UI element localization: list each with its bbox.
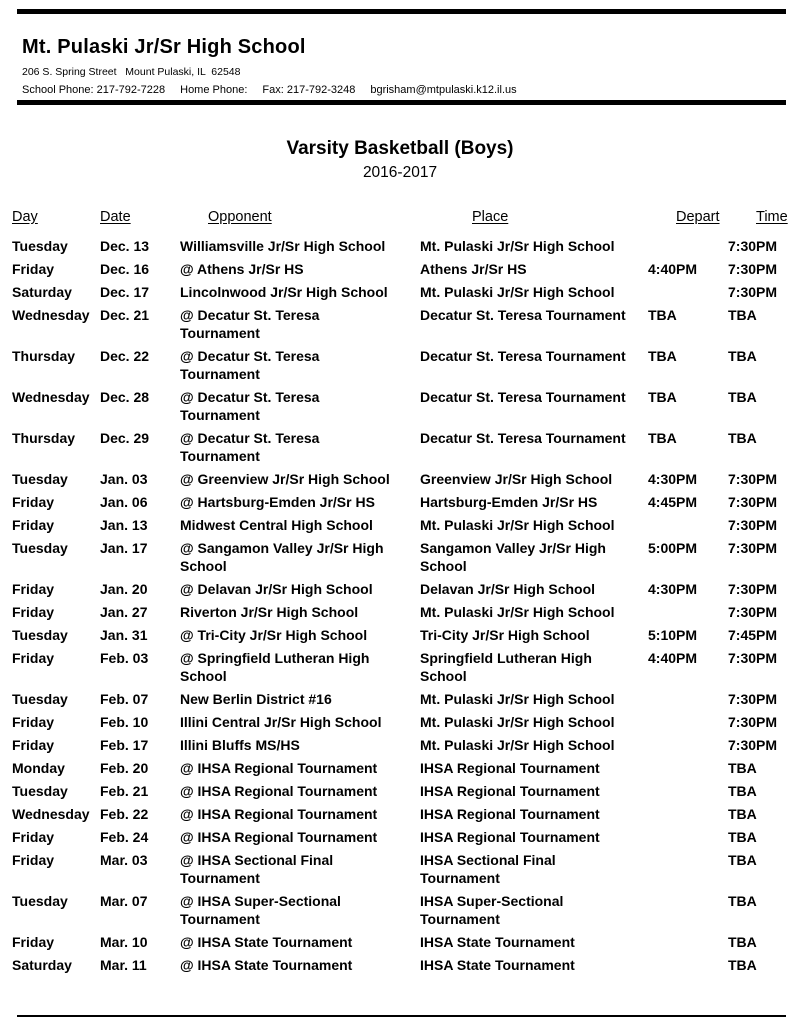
game-opponent: @ Springfield Lutheran High School bbox=[180, 650, 370, 684]
game-depart: TBA bbox=[648, 430, 677, 446]
game-date: Dec. 22 bbox=[100, 348, 150, 364]
game-opponent: @ IHSA Regional Tournament bbox=[180, 806, 378, 822]
game-row bbox=[10, 601, 790, 624]
game-date: Feb. 24 bbox=[100, 829, 149, 845]
game-depart bbox=[648, 757, 728, 780]
game-place: Tri-City Jr/Sr High School bbox=[420, 627, 590, 643]
game-day: Tuesday bbox=[12, 238, 68, 254]
game-opponent: @ IHSA Regional Tournament bbox=[180, 829, 378, 845]
game-date: Mar. 03 bbox=[100, 852, 148, 868]
game-row bbox=[10, 624, 790, 647]
game-depart: 4:40PM bbox=[648, 650, 698, 666]
game-opponent: Lincolnwood Jr/Sr High School bbox=[180, 284, 388, 300]
game-opponent: @ IHSA State Tournament bbox=[180, 934, 353, 950]
game-place: IHSA Regional Tournament bbox=[420, 783, 600, 799]
game-row bbox=[10, 780, 790, 803]
game-row bbox=[10, 890, 790, 931]
game-time: 7:30PM bbox=[728, 540, 778, 556]
schedule-table bbox=[10, 209, 790, 977]
game-time: 7:30PM bbox=[728, 714, 778, 730]
game-date: Jan. 17 bbox=[100, 540, 148, 556]
game-depart bbox=[648, 826, 728, 849]
game-depart bbox=[648, 780, 728, 803]
game-day: Friday bbox=[12, 650, 55, 666]
game-place: IHSA Sectional Final Tournament bbox=[420, 852, 556, 886]
game-day: Friday bbox=[12, 604, 55, 620]
column-header-depart: Depart bbox=[676, 209, 720, 225]
game-date: Jan. 06 bbox=[100, 494, 148, 510]
column-header-date: Date bbox=[100, 209, 131, 225]
game-depart: 4:30PM bbox=[648, 581, 698, 597]
game-time: 7:30PM bbox=[728, 261, 778, 277]
game-time: 7:30PM bbox=[728, 471, 778, 487]
game-time: TBA bbox=[728, 307, 757, 323]
game-opponent: @ IHSA Sectional Final Tournament bbox=[180, 852, 334, 886]
game-date: Feb. 17 bbox=[100, 737, 149, 753]
game-depart bbox=[648, 890, 728, 931]
game-date: Dec. 13 bbox=[100, 238, 150, 254]
game-opponent: @ Decatur St. Teresa Tournament bbox=[180, 307, 320, 341]
game-opponent: @ IHSA State Tournament bbox=[180, 957, 353, 973]
game-depart: TBA bbox=[648, 307, 677, 323]
game-day: Friday bbox=[12, 737, 55, 753]
game-opponent: @ Delavan Jr/Sr High School bbox=[180, 581, 373, 597]
game-opponent: @ IHSA Super-Sectional Tournament bbox=[180, 893, 341, 927]
schedule-body bbox=[10, 235, 790, 977]
game-depart bbox=[648, 235, 728, 258]
game-date: Mar. 07 bbox=[100, 893, 148, 909]
game-place: Delavan Jr/Sr High School bbox=[420, 581, 596, 597]
game-day: Tuesday bbox=[12, 540, 68, 556]
school-address: 206 S. Spring Street Mount Pulaski, IL 62548 bbox=[22, 66, 241, 78]
column-header-time: Time bbox=[756, 209, 788, 225]
game-day: Friday bbox=[12, 934, 55, 950]
top-rule bbox=[17, 9, 786, 14]
page-title: Varsity Basketball (Boys) bbox=[286, 138, 514, 159]
game-time: TBA bbox=[728, 806, 757, 822]
game-depart bbox=[648, 688, 728, 711]
game-time: 7:30PM bbox=[728, 494, 778, 510]
game-place: Mt. Pulaski Jr/Sr High School bbox=[420, 714, 615, 730]
game-time: 7:30PM bbox=[728, 650, 778, 666]
game-time: 7:30PM bbox=[728, 581, 778, 597]
game-depart: 5:00PM bbox=[648, 540, 698, 556]
game-opponent: @ Greenview Jr/Sr High School bbox=[180, 471, 390, 487]
game-date: Dec. 16 bbox=[100, 261, 150, 277]
game-depart: 4:40PM bbox=[648, 261, 698, 277]
game-place: IHSA Super-Sectional Tournament bbox=[420, 893, 564, 927]
game-row bbox=[10, 468, 790, 491]
game-place: Greenview Jr/Sr High School bbox=[420, 471, 613, 487]
game-opponent: Illini Central Jr/Sr High School bbox=[180, 714, 382, 730]
game-row bbox=[10, 304, 790, 345]
game-time: TBA bbox=[728, 893, 757, 909]
game-opponent: Williamsville Jr/Sr High School bbox=[180, 238, 386, 254]
column-header-place: Place bbox=[472, 209, 509, 225]
game-row bbox=[10, 235, 790, 258]
bottom-rule bbox=[17, 1015, 786, 1017]
game-opponent: @ Athens Jr/Sr HS bbox=[180, 261, 304, 277]
game-row bbox=[10, 514, 790, 537]
game-row bbox=[10, 803, 790, 826]
game-row bbox=[10, 647, 790, 688]
game-depart: 5:10PM bbox=[648, 627, 698, 643]
season-subtitle: 2016-2017 bbox=[362, 164, 438, 181]
game-time: 7:30PM bbox=[728, 238, 778, 254]
game-date: Jan. 31 bbox=[100, 627, 148, 643]
game-place: Decatur St. Teresa Tournament bbox=[420, 430, 626, 446]
game-place: Decatur St. Teresa Tournament bbox=[420, 348, 626, 364]
game-depart bbox=[648, 954, 728, 977]
game-place: IHSA State Tournament bbox=[420, 957, 575, 973]
game-depart bbox=[648, 281, 728, 304]
game-depart bbox=[648, 849, 728, 890]
game-day: Friday bbox=[12, 829, 55, 845]
contact-line bbox=[22, 84, 800, 97]
game-date: Feb. 07 bbox=[100, 691, 149, 707]
home-phone-label: Home Phone: bbox=[180, 84, 248, 96]
game-row bbox=[10, 757, 790, 780]
game-place: Sangamon Valley Jr/Sr High School bbox=[420, 540, 606, 574]
game-place: Mt. Pulaski Jr/Sr High School bbox=[420, 691, 615, 707]
game-day: Tuesday bbox=[12, 783, 68, 799]
game-opponent: Midwest Central High School bbox=[180, 517, 373, 533]
game-place: IHSA Regional Tournament bbox=[420, 760, 600, 776]
game-place: IHSA Regional Tournament bbox=[420, 806, 600, 822]
game-depart bbox=[648, 514, 728, 537]
game-opponent: @ Decatur St. Teresa Tournament bbox=[180, 430, 320, 464]
mid-rule bbox=[17, 100, 786, 105]
game-day: Tuesday bbox=[12, 627, 68, 643]
game-row bbox=[10, 931, 790, 954]
game-place: Mt. Pulaski Jr/Sr High School bbox=[420, 517, 615, 533]
game-row bbox=[10, 826, 790, 849]
game-time: TBA bbox=[728, 957, 757, 973]
game-place: Athens Jr/Sr HS bbox=[420, 261, 527, 277]
game-day: Friday bbox=[12, 517, 55, 533]
game-day: Saturday bbox=[12, 284, 72, 300]
game-place: Hartsburg-Emden Jr/Sr HS bbox=[420, 494, 598, 510]
game-time: 7:30PM bbox=[728, 284, 778, 300]
document-page bbox=[0, 9, 800, 977]
game-row bbox=[10, 281, 790, 304]
game-day: Friday bbox=[12, 581, 55, 597]
game-time: TBA bbox=[728, 760, 757, 776]
game-depart bbox=[648, 601, 728, 624]
game-row bbox=[10, 427, 790, 468]
game-place: Springfield Lutheran High School bbox=[420, 650, 592, 684]
game-time: 7:30PM bbox=[728, 737, 778, 753]
game-opponent: @ Hartsburg-Emden Jr/Sr HS bbox=[180, 494, 375, 510]
game-place: Decatur St. Teresa Tournament bbox=[420, 307, 626, 323]
game-date: Mar. 10 bbox=[100, 934, 148, 950]
game-time: TBA bbox=[728, 430, 757, 446]
game-row bbox=[10, 734, 790, 757]
game-day: Friday bbox=[12, 714, 55, 730]
game-place: Mt. Pulaski Jr/Sr High School bbox=[420, 604, 615, 620]
game-time: TBA bbox=[728, 934, 757, 950]
game-depart bbox=[648, 931, 728, 954]
game-place: Mt. Pulaski Jr/Sr High School bbox=[420, 737, 615, 753]
game-depart: TBA bbox=[648, 348, 677, 364]
game-day: Friday bbox=[12, 494, 55, 510]
game-date: Dec. 28 bbox=[100, 389, 150, 405]
game-day: Friday bbox=[12, 852, 55, 868]
game-time: 7:30PM bbox=[728, 517, 778, 533]
game-time: TBA bbox=[728, 852, 757, 868]
game-day: Wednesday bbox=[12, 389, 90, 405]
game-place: Mt. Pulaski Jr/Sr High School bbox=[420, 238, 615, 254]
game-opponent: New Berlin District #16 bbox=[180, 691, 332, 707]
game-row bbox=[10, 688, 790, 711]
game-opponent: Illini Bluffs MS/HS bbox=[180, 737, 300, 753]
game-opponent: @ Decatur St. Teresa Tournament bbox=[180, 348, 320, 382]
game-row bbox=[10, 849, 790, 890]
fax-number: Fax: 217-792-3248 bbox=[262, 84, 356, 96]
schedule-header-row bbox=[10, 209, 790, 235]
game-place: Mt. Pulaski Jr/Sr High School bbox=[420, 284, 615, 300]
school-name: Mt. Pulaski Jr/Sr High School bbox=[22, 36, 306, 58]
game-row bbox=[10, 954, 790, 977]
game-day: Tuesday bbox=[12, 471, 68, 487]
game-date: Feb. 22 bbox=[100, 806, 149, 822]
game-time: 7:30PM bbox=[728, 604, 778, 620]
game-place: IHSA State Tournament bbox=[420, 934, 575, 950]
game-row bbox=[10, 537, 790, 578]
game-row bbox=[10, 711, 790, 734]
game-opponent: @ Sangamon Valley Jr/Sr High School bbox=[180, 540, 384, 574]
game-time: TBA bbox=[728, 348, 757, 364]
school-phone: School Phone: 217-792-7228 bbox=[22, 84, 166, 96]
game-day: Friday bbox=[12, 261, 55, 277]
game-row bbox=[10, 491, 790, 514]
game-day: Monday bbox=[12, 760, 65, 776]
game-depart: 4:30PM bbox=[648, 471, 698, 487]
game-opponent: @ Decatur St. Teresa Tournament bbox=[180, 389, 320, 423]
schedule-header bbox=[10, 209, 790, 235]
game-date: Feb. 21 bbox=[100, 783, 149, 799]
game-row bbox=[10, 386, 790, 427]
game-date: Feb. 03 bbox=[100, 650, 149, 666]
game-date: Jan. 03 bbox=[100, 471, 148, 487]
game-row bbox=[10, 578, 790, 601]
game-depart: 4:45PM bbox=[648, 494, 698, 510]
game-date: Jan. 20 bbox=[100, 581, 148, 597]
game-time: 7:30PM bbox=[728, 691, 778, 707]
game-opponent: @ IHSA Regional Tournament bbox=[180, 760, 378, 776]
game-date: Mar. 11 bbox=[100, 957, 147, 973]
game-row bbox=[10, 258, 790, 281]
game-day: Wednesday bbox=[12, 806, 90, 822]
game-day: Thursday bbox=[12, 430, 76, 446]
game-time: TBA bbox=[728, 389, 757, 405]
game-depart bbox=[648, 803, 728, 826]
game-date: Jan. 27 bbox=[100, 604, 148, 620]
game-place: IHSA Regional Tournament bbox=[420, 829, 600, 845]
game-row bbox=[10, 345, 790, 386]
game-opponent: @ Tri-City Jr/Sr High School bbox=[180, 627, 368, 643]
game-opponent: Riverton Jr/Sr High School bbox=[180, 604, 359, 620]
game-date: Feb. 20 bbox=[100, 760, 149, 776]
game-day: Thursday bbox=[12, 348, 76, 364]
game-time: 7:45PM bbox=[728, 627, 778, 643]
game-date: Feb. 10 bbox=[100, 714, 149, 730]
column-header-opponent: Opponent bbox=[208, 209, 272, 225]
game-day: Saturday bbox=[12, 957, 72, 973]
game-date: Dec. 17 bbox=[100, 284, 150, 300]
game-depart: TBA bbox=[648, 389, 677, 405]
game-time: TBA bbox=[728, 829, 757, 845]
game-date: Jan. 13 bbox=[100, 517, 148, 533]
game-date: Dec. 29 bbox=[100, 430, 150, 446]
email-address: bgrisham@mtpulaski.k12.il.us bbox=[370, 84, 517, 96]
letterhead bbox=[0, 37, 800, 97]
game-opponent: @ IHSA Regional Tournament bbox=[180, 783, 378, 799]
game-day: Tuesday bbox=[12, 893, 68, 909]
column-header-day: Day bbox=[12, 209, 38, 225]
game-time: TBA bbox=[728, 783, 757, 799]
game-day: Tuesday bbox=[12, 691, 68, 707]
game-day: Wednesday bbox=[12, 307, 90, 323]
game-date: Dec. 21 bbox=[100, 307, 150, 323]
game-depart bbox=[648, 734, 728, 757]
game-depart bbox=[648, 711, 728, 734]
game-place: Decatur St. Teresa Tournament bbox=[420, 389, 626, 405]
